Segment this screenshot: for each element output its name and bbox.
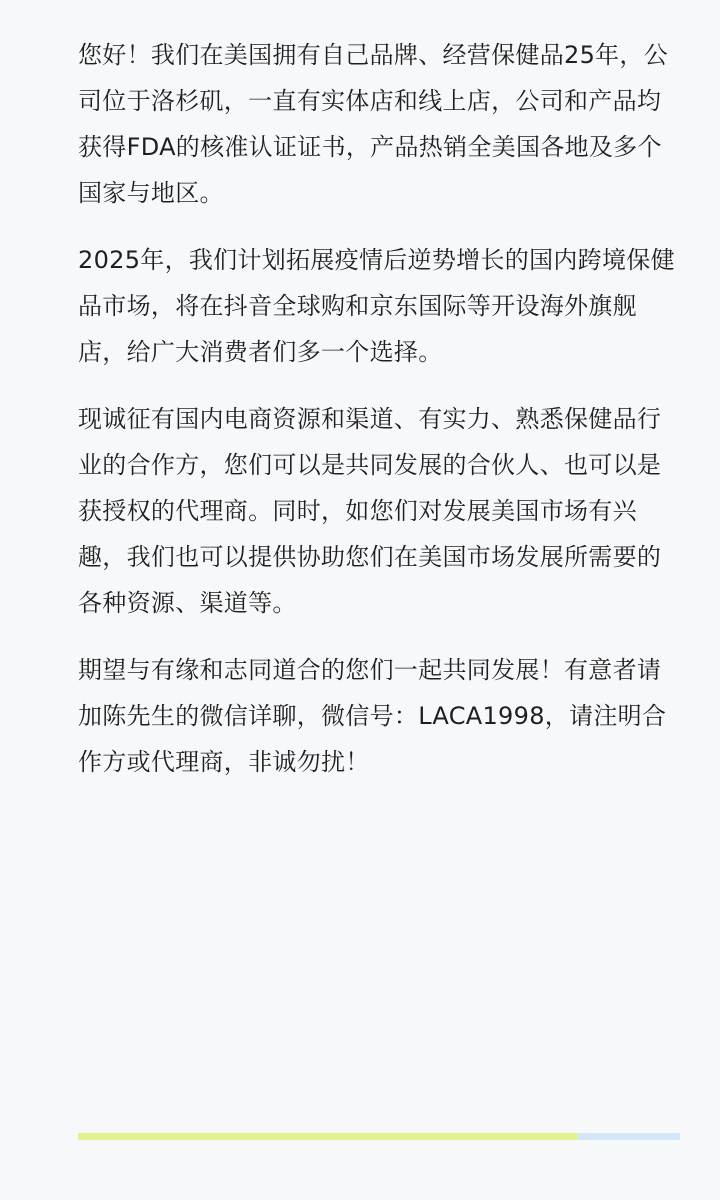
article-body bbox=[78, 32, 682, 806]
paragraph-recruit: 现诚征有国内电商资源和渠道、有实力、熟悉保健品行业的合作方，您们可以是共同发展的合伙人、也可以是获授权的代理商。同时，如您们对发展美国市场有兴趣，我们也可以提供协助您们在美国市场发展所需要的各种资源、渠道等。 bbox=[78, 405, 662, 617]
paragraph-plan: 2025年，我们计划拓展疫情后逆势增长的国内跨境保健品市场，将在抖音全球购和京东国际等开设海外旗舰店，给广大消费者们多一个选择。 bbox=[78, 246, 675, 366]
reading-progress-fill bbox=[78, 1133, 578, 1140]
paragraph-intro: 您好！我们在美国拥有自己品牌、经营保健品25年，公司位于洛杉矶，一直有实体店和线上店，公司和产品均获得FDA的核准认证证书，产品热销全美国各地及多个国家与地区。 bbox=[78, 41, 669, 207]
paragraph-contact: 期望与有缘和志同道合的您们一起共同发展！有意者请加陈先生的微信详聊，微信号：LACA1998，请注明合作方或代理商，非诚勿扰！ bbox=[78, 656, 667, 776]
reading-progress-bar bbox=[78, 1133, 680, 1140]
